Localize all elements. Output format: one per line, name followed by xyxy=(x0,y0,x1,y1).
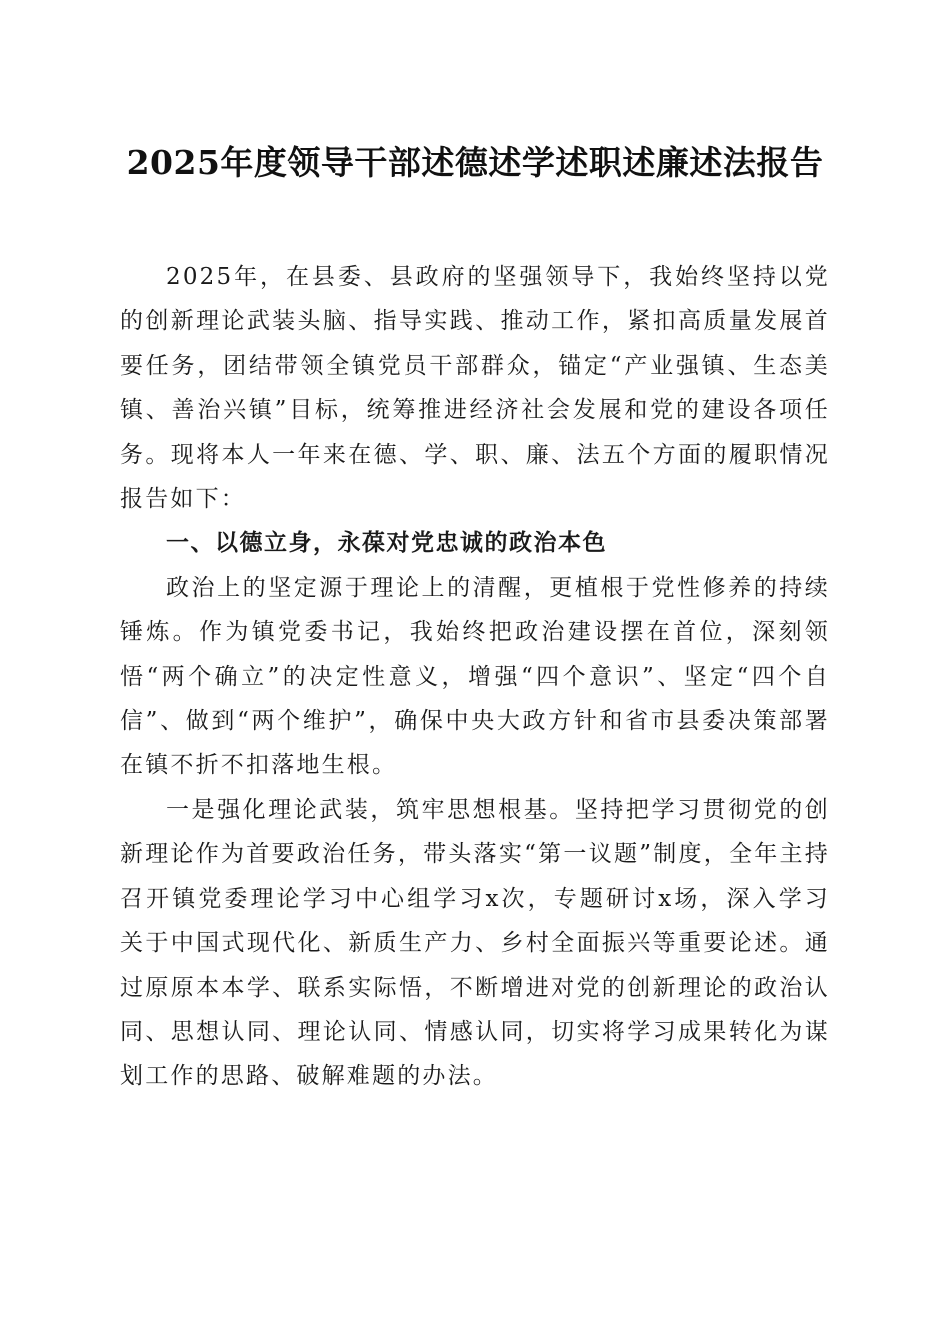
body-paragraph-theory: 一是强化理论武装，筑牢思想根基。坚持把学习贯彻党的创新理论作为首要政治任务，带头落实“第一议题”制度，全年主持召开镇党委理论学习中心组学习x次，专题研讨x场，深入学习关于中国式现代化、新质生产力、乡村全面振兴等重要论述。通过原原本本学、联系实际悟，不断增进对党的创新理论的政治认同、思想认同、理论认同、情感认同，切实将学习成果转化为谋划工作的思路、破解难题的办法。 xyxy=(120,796,830,1090)
document-body xyxy=(120,255,830,1099)
section-heading-1: 一、以德立身，永葆对党忠诚的政治本色 xyxy=(166,530,607,557)
body-paragraph-political: 政治上的坚定源于理论上的清醒，更植根于党性修养的持续锤炼。作为镇党委书记，我始终把政治建设摆在首位，深刻领悟“两个确立”的决定性意义，增强“四个意识”、坚定“四个自信”、做到“两个维护”，确保中央大政方针和省市县委决策部署在镇不折不扣落地生根。 xyxy=(120,574,830,779)
document-title: 2025年度领导干部述德述学述职述廉述法报告 xyxy=(126,143,824,182)
intro-paragraph: 2025年，在县委、县政府的坚强领导下，我始终坚持以党的创新理论武装头脑、指导实践、推动工作，紧扣高质量发展首要任务，团结带领全镇党员干部群众，锚定“产业强镇、生态美镇、善治兴镇”目标，统筹推进经济社会发展和党的建设各项任务。现将本人一年来在德、学、职、廉、法五个方面的履职情况报告如下： xyxy=(120,264,830,513)
